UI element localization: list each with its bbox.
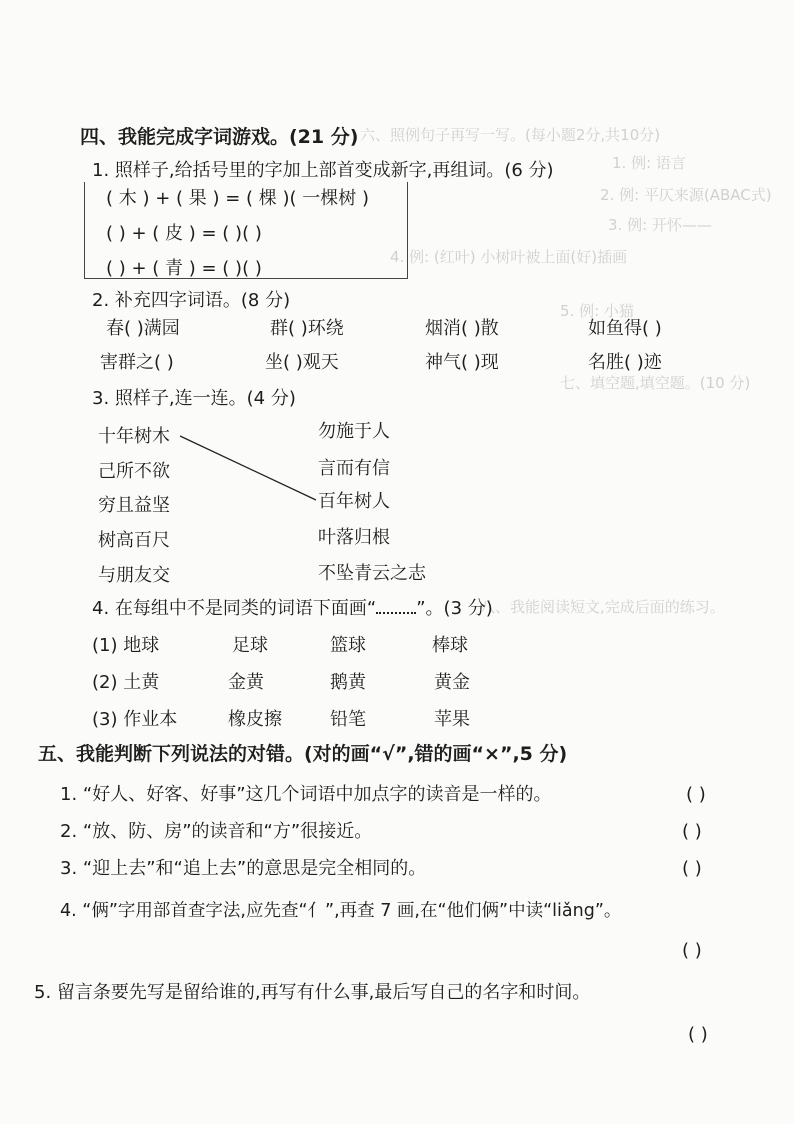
q4-prompt xyxy=(92,598,493,620)
q3-left-item: 树高百尺 xyxy=(98,530,170,551)
judge-item: 3. “迎上去”和“追上去”的意思是完全相同的。 xyxy=(60,858,427,879)
q2-item: 神气( )现 xyxy=(425,352,499,373)
q2-item: 名胜( )迹 xyxy=(588,352,662,373)
q2-item: 如鱼得( ) xyxy=(588,318,662,339)
q3-left-item: 十年树木 xyxy=(98,426,170,447)
judge-item: 2. “放、防、房”的读音和“方”很接近。 xyxy=(60,821,373,842)
answer-parentheses: ( ) xyxy=(686,784,706,805)
q1-row: ( ) + ( 青 ) = ( )( ) xyxy=(106,258,262,279)
q4-prompt-text: 4. 在每组中不是同类的词语下面画“ xyxy=(92,598,377,619)
bleed-line: 5. 例: 小猫 xyxy=(560,302,634,320)
section4-heading: 四、我能完成字词游戏。(21 分) xyxy=(80,126,359,148)
q4-word: 棒球 xyxy=(432,635,468,656)
q3-right-item: 百年树人 xyxy=(318,491,390,512)
q4-word: 金黄 xyxy=(228,672,264,693)
section5-heading: 五、我能判断下列说法的对错。(对的画“√”,错的画“×”,5 分) xyxy=(38,743,568,765)
answer-parentheses: ( ) xyxy=(682,821,702,842)
bleed-line: 4. 例: (红叶) 小树叶被上面(好)插画 xyxy=(390,248,628,266)
q4-prompt-tail: ”。(3 分) xyxy=(416,598,493,619)
judge-item: 5. 留言条要先写是留给谁的,再写有什么事,最后写自己的名字和时间。 xyxy=(34,982,591,1003)
q3-right-item: 叶落归根 xyxy=(318,527,390,548)
q4-word: 黄金 xyxy=(434,672,470,693)
bleed-line: 2. 例: 平仄来源(ABAC式) xyxy=(600,186,772,204)
bleed-line: 六、照例句子再写一写。(每小题2分,共10分) xyxy=(360,126,661,144)
bleed-line: 1. 例: 语言 xyxy=(612,154,686,172)
q4-word: (1) 地球 xyxy=(92,635,160,656)
bleed-line: 八、我能阅读短文,完成后面的练习。 xyxy=(480,598,725,616)
q1-row: ( ) + ( 皮 ) = ( )( ) xyxy=(106,223,262,244)
q3-right-item: 勿施于人 xyxy=(318,421,390,442)
wavy-underline-sample xyxy=(376,598,416,614)
q2-item: 群( )环绕 xyxy=(270,318,344,339)
q2-item: 春( )满园 xyxy=(106,318,180,339)
q4-word: (3) 作业本 xyxy=(92,709,178,730)
answer-parentheses: ( ) xyxy=(682,858,702,879)
q3-left-item: 穷且益坚 xyxy=(98,495,170,516)
q4-word: 苹果 xyxy=(434,709,470,730)
q4-word: 鹅黄 xyxy=(330,672,366,693)
q3-right-item: 不坠青云之志 xyxy=(318,563,426,584)
q1-row: ( 木 ) + ( 果 ) = ( 棵 )( 一棵树 ) xyxy=(106,188,370,209)
q2-item: 害群之( ) xyxy=(100,352,174,373)
q4-word: 足球 xyxy=(232,635,268,656)
q3-right-item: 言而有信 xyxy=(318,458,390,479)
q2-item: 坐( )观天 xyxy=(265,352,339,373)
q4-word: 篮球 xyxy=(330,635,366,656)
bleed-line: 3. 例: 开怀—— xyxy=(608,216,712,234)
judge-item: 1. “好人、好客、好事”这几个词语中加点字的读音是一样的。 xyxy=(60,784,552,805)
q4-word: 铅笔 xyxy=(330,709,366,730)
q2-item: 烟消( )散 xyxy=(425,318,499,339)
q3-prompt: 3. 照样子,连一连。(4 分) xyxy=(92,388,296,409)
answer-parentheses: ( ) xyxy=(682,940,702,961)
q2-prompt: 2. 补充四字词语。(8 分) xyxy=(92,290,291,311)
q4-word: (2) 土黄 xyxy=(92,672,160,693)
bleed-line: 七、填空题,填空题。(10 分) xyxy=(560,374,751,392)
judge-item: 4. “俩”字用部首查字法,应先查“亻”,再查 7 画,在“他们俩”中读“liǎng”。 xyxy=(60,901,622,921)
answer-parentheses: ( ) xyxy=(688,1024,708,1045)
q3-left-item: 与朋友交 xyxy=(98,565,170,586)
q3-left-item: 己所不欲 xyxy=(98,461,170,482)
q1-prompt: 1. 照样子,给括号里的字加上部首变成新字,再组词。(6 分) xyxy=(92,160,554,181)
q4-word: 橡皮擦 xyxy=(228,709,282,730)
